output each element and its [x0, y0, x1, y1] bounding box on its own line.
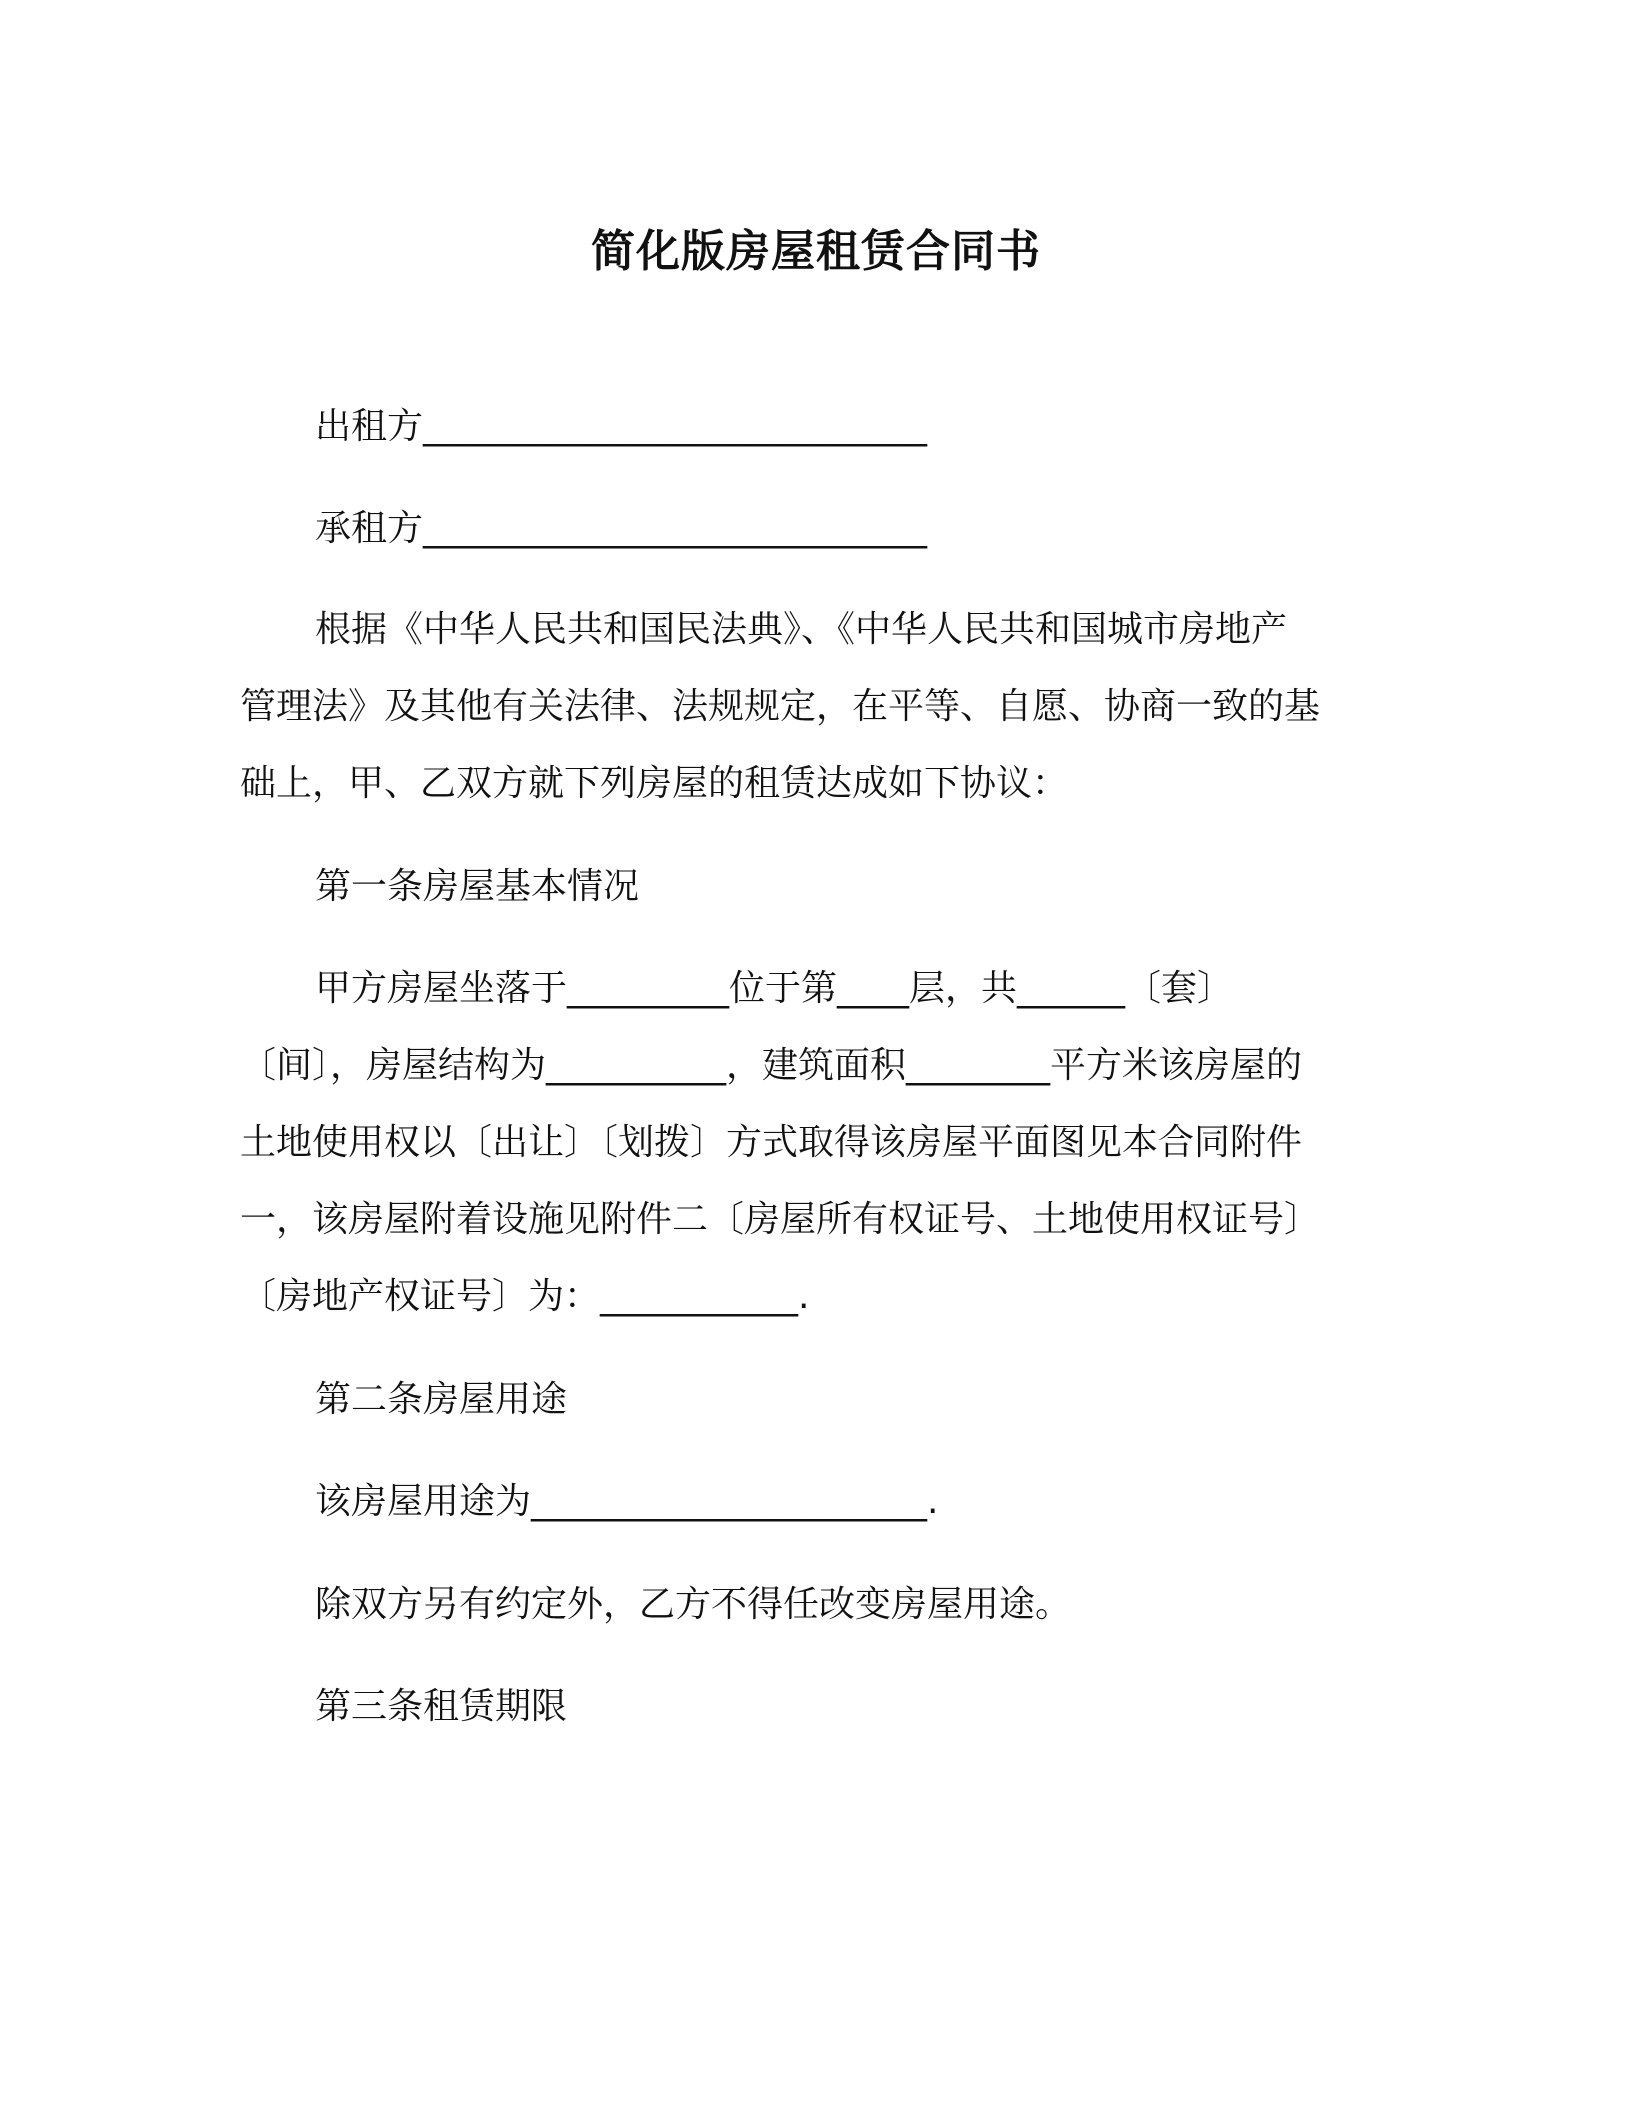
document-title: 简化版房屋租赁合同书 — [591, 226, 1041, 277]
article-1-line-1: 甲方房屋坐落于_________位于第____层，共______〔套〕 — [315, 968, 1234, 1009]
article-2-heading: 第二条房屋用途 — [315, 1379, 568, 1420]
preamble-line-1: 根据《中华人民共和国民法典》、《中华人民共和国城市房地产 — [315, 609, 1288, 650]
article-1-heading: 第一条房屋基本情况 — [315, 866, 640, 907]
article-2-line-2: 除双方另有约定外，乙方不得任改变房屋用途。 — [315, 1584, 1072, 1625]
article-1-line-3: 土地使用权以〔出让〕〔划拨〕方式取得该房屋平面图见本合同附件 — [240, 1122, 1303, 1163]
article-3-heading: 第三条租赁期限 — [315, 1686, 568, 1727]
article-1-line-2: 〔间〕，房屋结构为__________，建筑面积________平方米该房屋的 — [240, 1045, 1303, 1086]
article-1-line-4: 一，该房屋附着设施见附件二〔房屋所有权证号、土地使用权证号〕 — [240, 1199, 1321, 1240]
preamble-line-3: 础上，甲、乙双方就下列房屋的租赁达成如下协议： — [240, 763, 1069, 804]
preamble-line-2: 管理法》及其他有关法律、法规规定，在平等、自愿、协商一致的基 — [240, 686, 1321, 727]
lessee-line: 承租方____________________________ — [315, 508, 928, 549]
article-2-line-1: 该房屋用途为______________________. — [315, 1481, 939, 1522]
lessor-line: 出租方____________________________ — [315, 406, 928, 447]
article-1-line-5: 〔房地产权证号〕为：___________. — [240, 1276, 810, 1317]
